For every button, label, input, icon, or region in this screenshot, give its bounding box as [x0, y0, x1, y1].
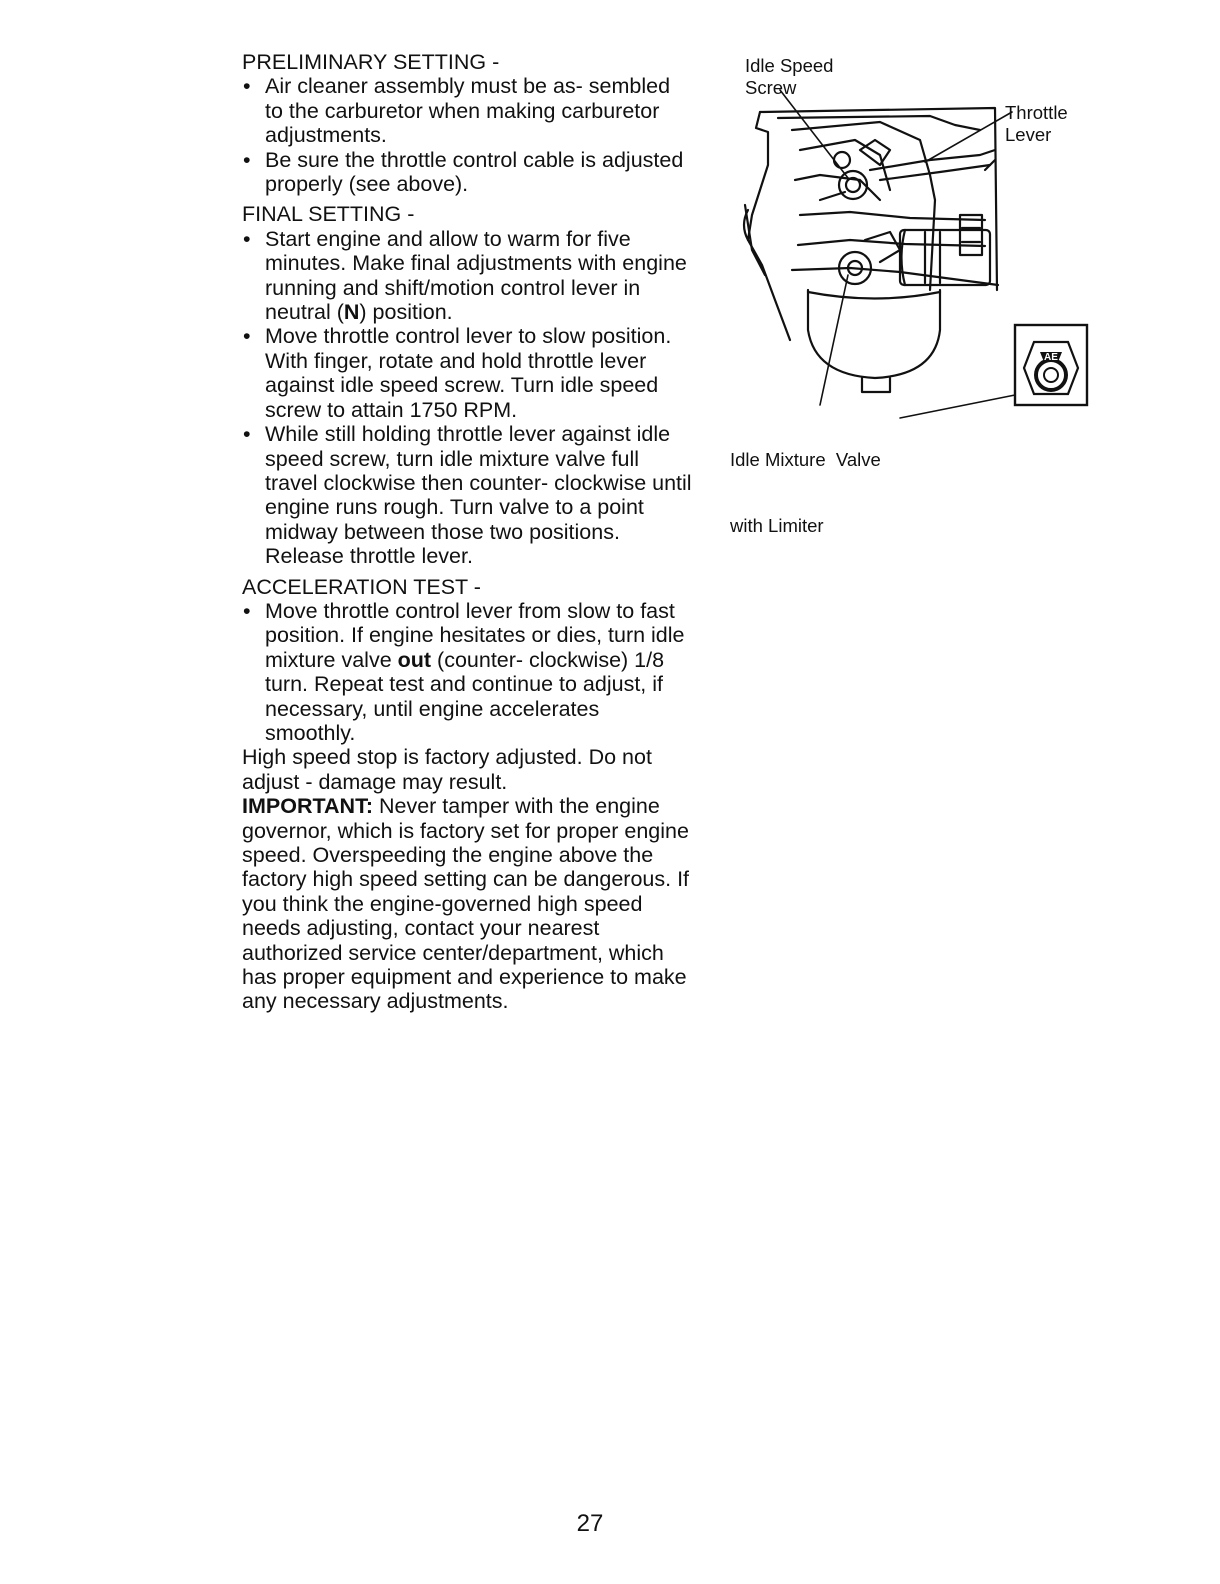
neutral-symbol: N [343, 300, 360, 325]
idle-mixture-label-line1: Idle Mixture Valve [730, 449, 881, 470]
idle-mixture-label-line2: with Limiter [730, 515, 824, 536]
list-item: • While still holding throttle lever against idle speed screw, turn idle mixture valve full travel clockwise then counter- clockwise until engine runs rough. Turn valve to a point midway between those two positions. Release throttle lever. [242, 422, 692, 568]
idle-mixture-label [730, 405, 881, 559]
list-item: • Air cleaner assembly must be as- sembled to the carburetor when making carburetor adjustments. [242, 74, 692, 147]
high-speed-note: High speed stop is factory adjusted. Do not adjust - damage may result. [242, 745, 652, 794]
limiter-cap-text: AE [1044, 352, 1058, 363]
final-heading: FINAL SETTING - [242, 202, 415, 227]
idle-speed-label-line2: Screw [745, 77, 797, 98]
idle-speed-leader [780, 90, 848, 178]
final-item1-text-b: ) position. [359, 300, 453, 325]
idle-speed-screw-part [839, 171, 867, 199]
important-label: IMPORTANT: [242, 794, 373, 819]
list-item: • Move throttle control lever to slow position. With finger, rotate and hold throttle lever against idle speed screw. Turn idle speed screw to attain 1750 RPM. [242, 324, 692, 422]
idle-speed-screw-label [745, 55, 833, 99]
acceleration-text-b: (counter- clockwise) 1/8 turn. Repeat test and continue to adjust, if necessary, until engine accelerates smoothly. [265, 647, 665, 745]
final-item1-text-a: Start engine and allow to warm for five minutes. Make final adjustments with engine running and shift/motion control lever in neutral ( [265, 226, 687, 325]
page-number: 27 [576, 1510, 604, 1537]
limiter-leader [900, 395, 1015, 418]
important-text: Never tamper with the engine governor, which is factory set for proper engine speed. Overspeeding the engine above the factory high speed setting can be dangerous. If you think the engine-governed high speed needs adjusting, contact your nearest authorized service center/department, which has proper equipment and experience to make any necessary adjustments. [242, 794, 690, 1014]
acceleration-text-a: Move throttle control lever from slow to fast position. If engine hesitates or dies, turn idle mixture valve [265, 598, 685, 672]
out-word: out [397, 647, 432, 672]
list-item: • Be sure the throttle control cable is adjusted properly (see above). [242, 148, 692, 197]
limiter-cap-icon [1024, 342, 1078, 394]
throttle-label-line2: Lever [1005, 124, 1052, 145]
throttle-label-line1: Throttle [1005, 102, 1068, 123]
acceleration-heading: ACCELERATION TEST - [242, 574, 481, 599]
limiter-cap-inset [1015, 325, 1087, 405]
idle-speed-label-line1: Idle Speed [745, 55, 834, 76]
fuel-bowl [808, 290, 940, 378]
preliminary-heading: PRELIMINARY SETTING - [242, 50, 500, 74]
throttle-lever-label [1005, 102, 1068, 146]
